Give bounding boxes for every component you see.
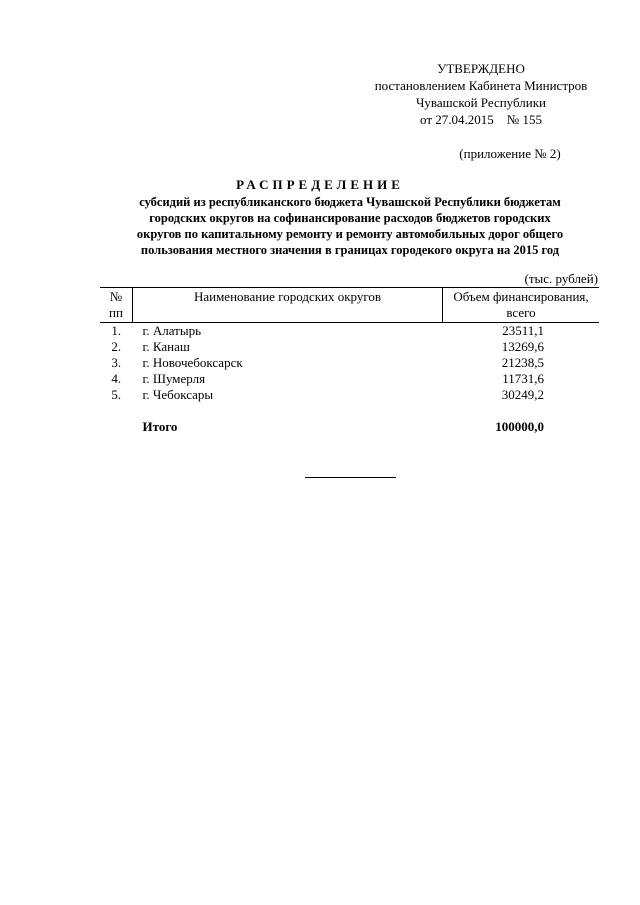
approval-block [356,60,606,162]
row-number: 3. [111,355,122,370]
approval-decree: постановлением Кабинета Министров [374,78,588,93]
table-row [100,371,599,387]
row-amount: 21238,5 [501,355,544,370]
total-label: Итого [142,419,178,434]
row-district: г. Шумерля [142,371,206,386]
subtitle-line: округов по капитальному ремонту и ремонту автомобильных дорог общего [136,227,564,241]
table-header-row [100,288,599,323]
approval-gap [356,128,606,145]
spacer-cell [100,403,133,419]
row-number: 5. [111,387,122,402]
total-amount: 100000,0 [495,419,544,434]
document-title: РАСПРЕДЕЛЕНИЕ [236,177,404,192]
approval-date-number: от 27.04.2015 № 155 [420,112,542,127]
row-number: 2. [111,339,122,354]
header-amount: Объем финансирования, всего [443,288,600,323]
units-label: (тыс. рублей) [524,271,598,286]
row-amount: 23511,1 [502,323,544,338]
spacer-cell [443,403,600,419]
closing-divider [305,477,396,478]
row-district: г. Чебоксары [142,387,214,402]
row-amount: 30249,2 [501,387,544,402]
subtitle-line: пользования местного значения в границах городекого округа на 2015 год [140,243,560,257]
subtitle-line: субсидий из республиканского бюджета Чувашской Республики бюджетам [139,195,561,209]
table-row [100,355,599,371]
approval-heading: УТВЕРЖДЕНО [437,61,525,76]
row-amount: 13269,6 [501,339,544,354]
header-district-name: Наименование городских округов [133,288,443,323]
table-total-row [100,419,599,435]
table-row [100,323,599,340]
document-subtitle [90,194,610,258]
table-row [100,387,599,403]
total-number-cell [100,419,133,435]
header-number: № пп [100,288,133,323]
row-number: 1. [111,323,122,338]
table-spacer-row [100,403,599,419]
row-district: г. Алатырь [142,323,202,338]
attachment-label: (приложение № 2) [459,146,561,161]
row-district: г. Новочебоксарск [142,355,243,370]
subtitle-line: городских округов на софинансирование расходов бюджетов городских [149,211,551,225]
subsidy-table [100,287,599,435]
spacer-cell [133,403,443,419]
table-row [100,339,599,355]
row-district: г. Канаш [142,339,190,354]
row-number: 4. [111,371,122,386]
approval-republic: Чувашской Республики [415,95,547,110]
row-amount: 11731,6 [502,371,544,386]
